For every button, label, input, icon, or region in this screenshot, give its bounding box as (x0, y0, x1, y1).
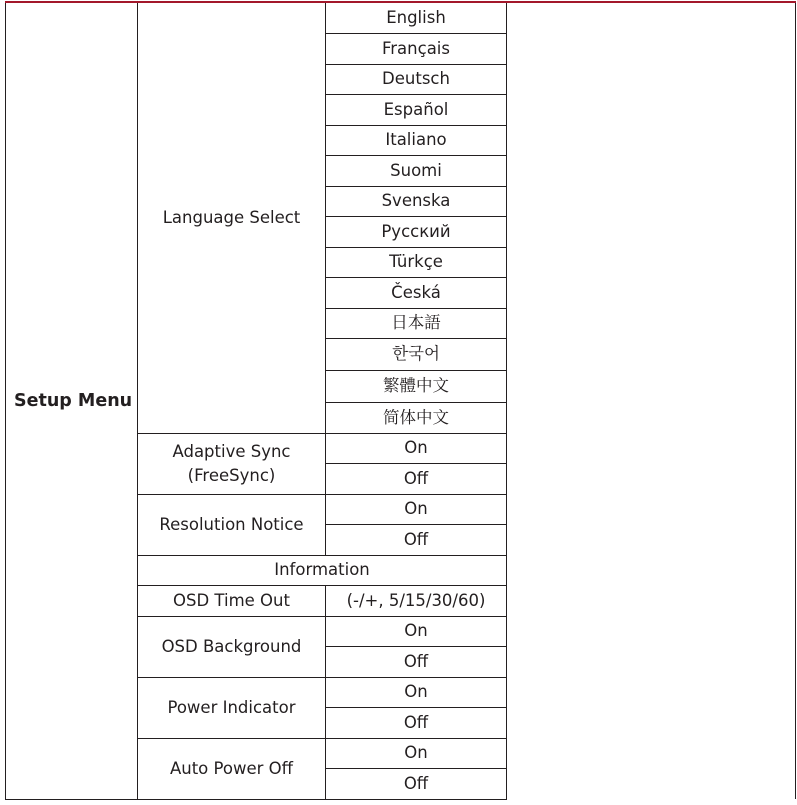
language-option: Türkçe (326, 247, 507, 277)
auto-power-off-off: Off (326, 768, 507, 799)
power-indicator-on: On (326, 677, 507, 707)
language-option: Italiano (326, 125, 507, 155)
adaptive-sync-label-line1: Adaptive Sync (172, 441, 291, 461)
resolution-notice-label: Resolution Notice (138, 494, 326, 555)
language-option: Svenska (326, 186, 507, 216)
osd-background-on: On (326, 616, 507, 646)
auto-power-off-label: Auto Power Off (138, 738, 326, 799)
osd-background-off: Off (326, 646, 507, 677)
osd-background-label: OSD Background (138, 616, 326, 677)
power-indicator-label: Power Indicator (138, 677, 326, 738)
resolution-notice-off: Off (326, 524, 507, 555)
auto-power-off-on: On (326, 738, 507, 768)
setup-menu-table (5, 3, 796, 800)
resolution-notice-on: On (326, 494, 507, 524)
language-option: Suomi (326, 155, 507, 186)
language-option: Deutsch (326, 64, 507, 94)
language-option: Русский (326, 216, 507, 247)
adaptive-sync-label (138, 433, 326, 494)
osd-time-out-value: (-/+, 5/15/30/60) (326, 585, 507, 616)
adaptive-sync-off: Off (326, 463, 507, 494)
language-option: 日本語 (326, 308, 507, 338)
power-indicator-off: Off (326, 707, 507, 738)
language-select-label: Language Select (138, 3, 326, 433)
language-option: Français (326, 33, 507, 64)
osd-time-out-label: OSD Time Out (138, 585, 326, 616)
language-option: 한국어 (326, 338, 507, 370)
language-option: Español (326, 94, 507, 125)
language-option: English (326, 3, 507, 33)
adaptive-sync-on: On (326, 433, 507, 463)
language-option: Česká (326, 277, 507, 308)
empty-column (507, 3, 796, 799)
information-label: Information (138, 555, 507, 585)
setup-menu-title: Setup Menu (6, 3, 138, 799)
language-option: 简体中文 (326, 402, 507, 433)
language-option: 繁體中文 (326, 370, 507, 402)
adaptive-sync-label-line2: (FreeSync) (187, 465, 276, 485)
